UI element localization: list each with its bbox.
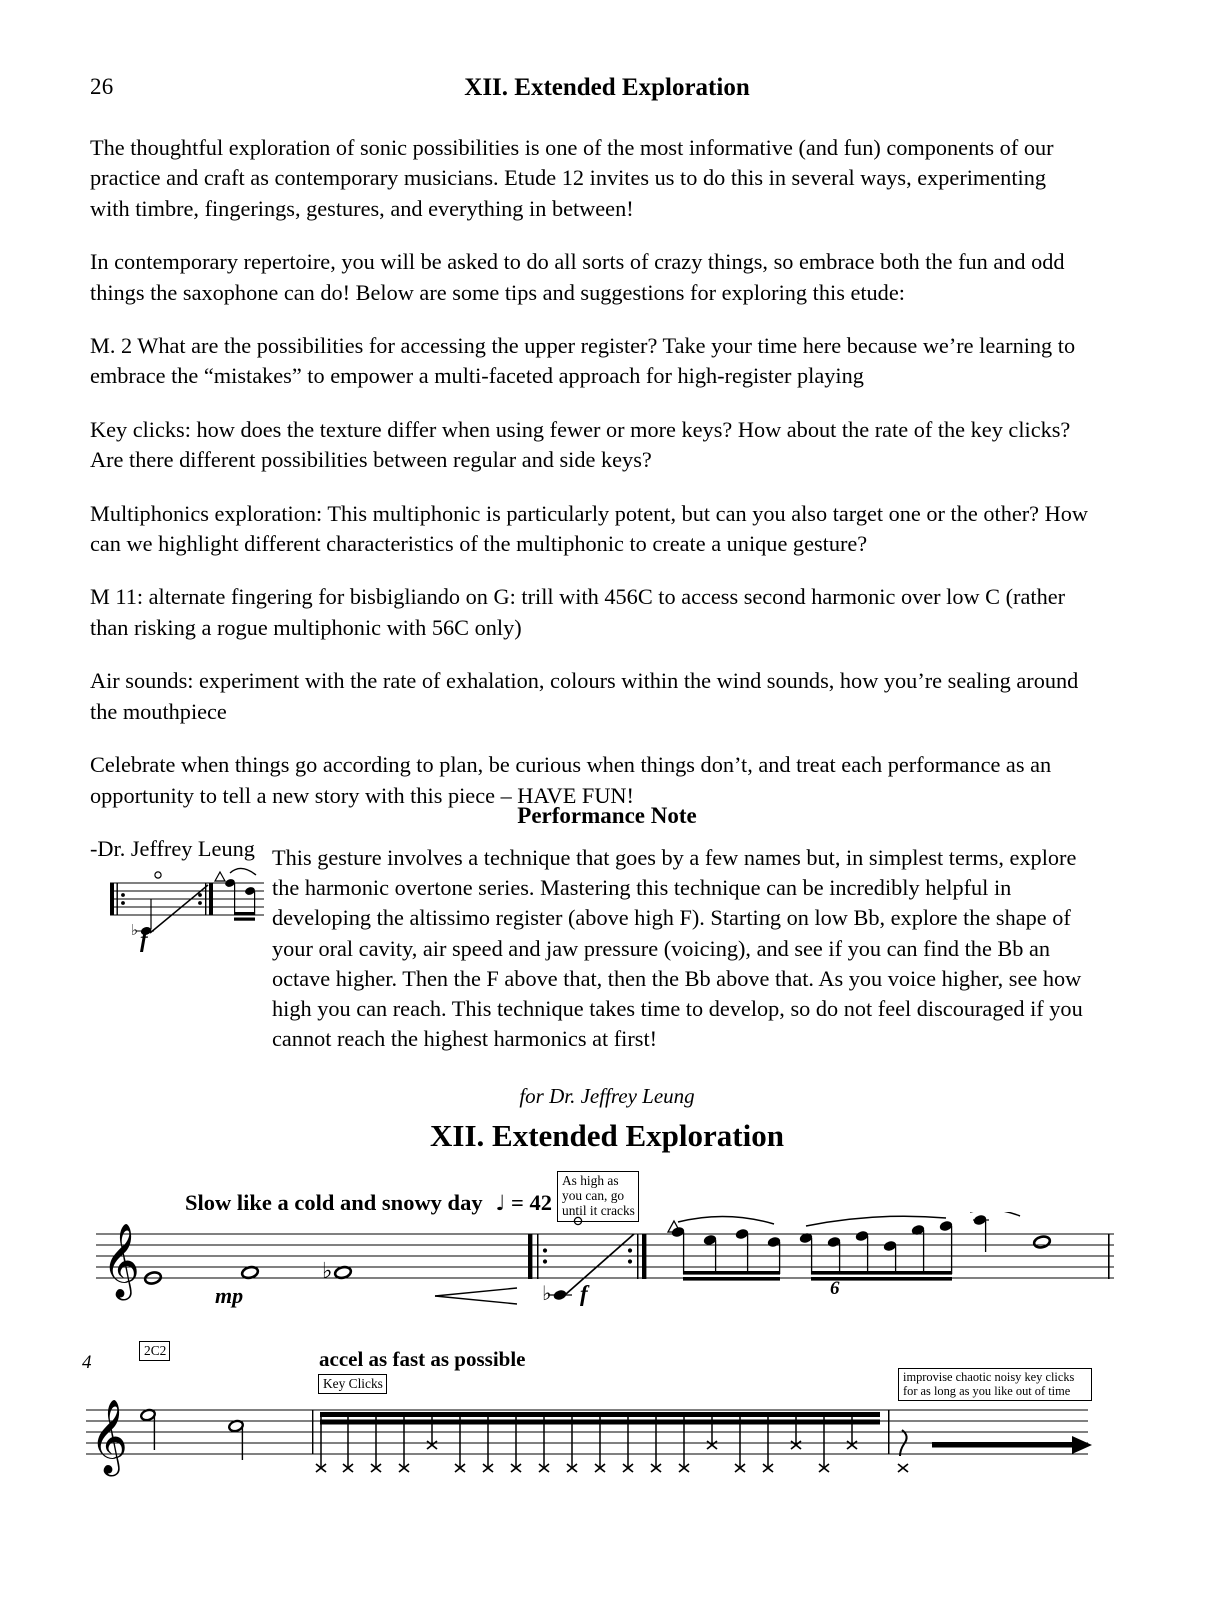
dynamic-forte-system1: f: [580, 1281, 588, 1306]
svg-text:♭: ♭: [131, 923, 139, 939]
measure-number: 4: [82, 1352, 92, 1373]
key-clicks-box: Key Clicks: [318, 1374, 387, 1394]
improvise-line-2: for as long as you like out of time: [903, 1384, 1071, 1398]
running-title: XII. Extended Exploration: [464, 74, 750, 101]
running-head: [90, 74, 1124, 104]
paragraph: Celebrate when things go according to plan, be curious when things don’t, and treat each performance as an opportunity to tell a new story with this piece – HAVE FUN!: [90, 752, 1052, 808]
score-dedication: for Dr. Jeffrey Leung: [519, 1084, 695, 1108]
notation-staff: [104, 855, 274, 960]
tempo-text: Slow like a cold and snowy day: [185, 1190, 483, 1215]
annotation-line-2: you can, go: [562, 1188, 625, 1204]
paragraph: M. 2 What are the possibilities for accessing the upper register? Take your time here because we’re learning to embrace the “mistakes” to empower a multi-faceted approach for high-register playing: [90, 333, 1076, 389]
svg-text:𝄞: 𝄞: [90, 1400, 128, 1474]
tempo-bpm: = 42: [511, 1190, 552, 1215]
score-system-1: [90, 1212, 1120, 1322]
svg-text:♭: ♭: [542, 1281, 552, 1305]
quarter-note-icon: ♩: [488, 1191, 506, 1215]
annotation-line-1: As high as: [562, 1173, 619, 1188]
prose-body: [90, 133, 1090, 887]
notation-system-1: [90, 1212, 1120, 1322]
tuplet-number-6: 6: [830, 1278, 840, 1299]
score-title: XII. Extended Exploration: [430, 1118, 784, 1153]
page-number: 26: [90, 74, 114, 99]
annotation-line-3: until it cracks: [562, 1203, 635, 1219]
svg-text:♭: ♭: [322, 1259, 333, 1284]
paragraph: Air sounds: experiment with the rate of exhalation, colours within the wind sounds, how you’re sealing around the mouthpiece: [90, 668, 1079, 724]
performance-note-music-example: [104, 855, 274, 960]
dynamic-mezzo-piano: mp: [215, 1283, 244, 1308]
improvise-line-1: improvise chaotic noisy key clicks: [903, 1370, 1075, 1384]
paragraph: The thoughtful exploration of sonic possibilities is one of the most informative (and fun) components of our practice and craft as contemporary musicians. Etude 12 invites us to do this in several ways, experimenting with timbre, fingerings, gestures, and everything in between!: [90, 135, 1054, 221]
paragraph: Key clicks: how does the texture differ when using fewer or more keys? How about the rate of the key clicks? Are there different possibilities between regular and side keys?: [90, 416, 1071, 473]
author-byline: -Dr. Jeffrey Leung: [90, 835, 255, 861]
score-system-2: [80, 1390, 1120, 1510]
paragraph: Multiphonics exploration: This multiphonic is particularly potent, but can you also target one or the other? How can we highlight different characteristics of the multiphonic to create a unique gesture?: [90, 500, 1089, 557]
paragraph: In contemporary repertoire, you will be asked to do all sorts of crazy things, so embrace both the fun and odd things the saxophone can do! Below are some tips and suggestions for exploring this etude:: [90, 249, 1065, 305]
expression-accel: accel as fast as possible: [319, 1347, 526, 1371]
notation-system-2: [80, 1390, 1120, 1510]
paragraph: M 11: alternate fingering for bisbigliando on G: trill with 456C to access second harmonic over low C (rather than risking a rogue multiphonic with 56C only): [90, 584, 1066, 640]
svg-text:𝄞: 𝄞: [102, 1224, 140, 1298]
dynamic-forte: f: [140, 927, 148, 952]
performance-note-heading: Performance Note: [517, 803, 697, 828]
fingering-box-2c2: 2C2: [139, 1341, 170, 1361]
performance-note-body: This gesture involves a technique that goes by a few names but, in simplest terms, explore the harmonic overtone series. Mastering this technique can be incredibly helpful in developing the altissimo register (above high F). Starting on low Bb, explore the shape of your oral cavity, air speed and jaw pressure (voicing), and see if you can find the Bb an octave higher. Then the F above that, then the Bb above that. As you voice higher, see how high you can reach. This technique takes time to develop, so do not feel discouraged if you cannot reach the highest harmonics at first!: [272, 845, 1083, 1052]
